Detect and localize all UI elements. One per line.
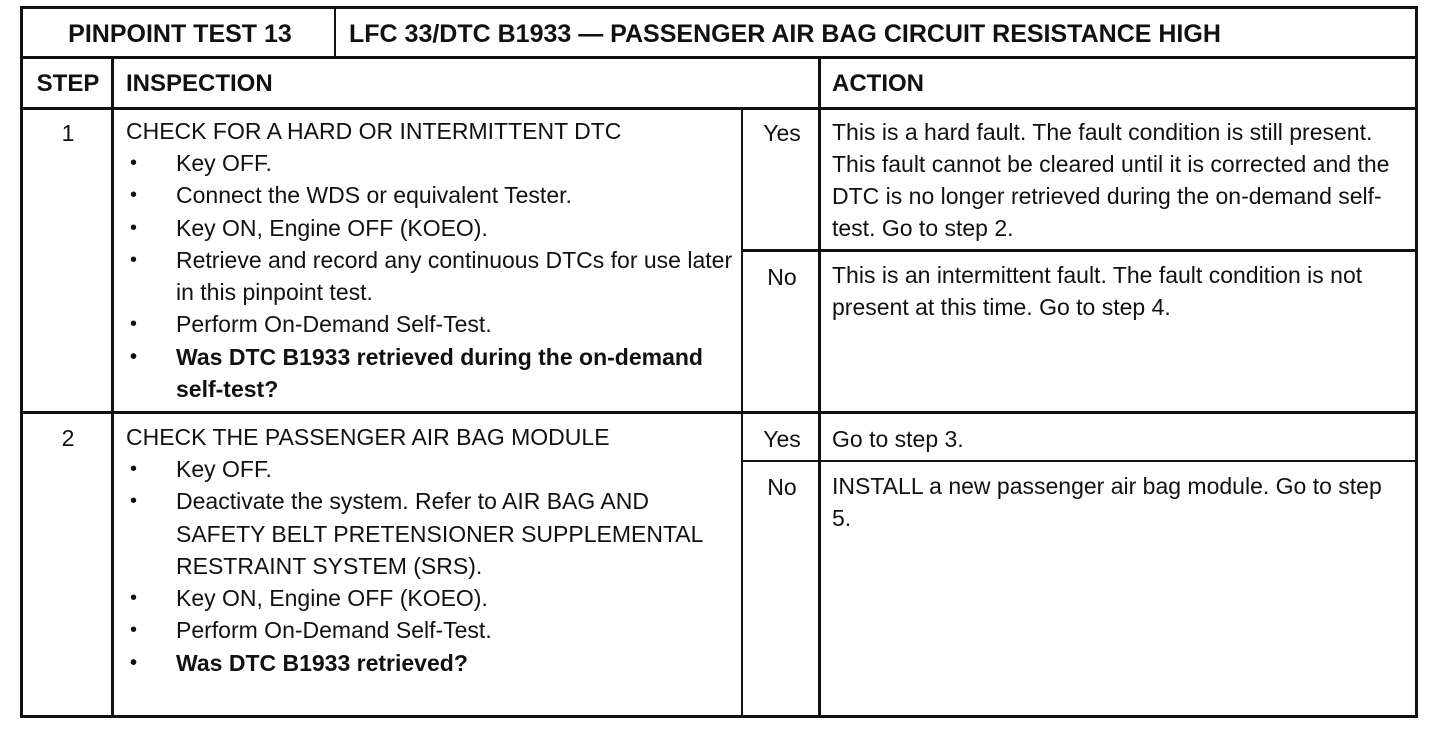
bullet-icon: • bbox=[130, 587, 138, 610]
bullet-icon: • bbox=[130, 458, 138, 480]
action-column-header bbox=[832, 59, 1412, 109]
test-title: LFC 33/DTC B1933 — PASSENGER AIR BAG CIRCUIT RESISTANCE HIGH bbox=[349, 20, 1221, 48]
action-column-divider bbox=[818, 57, 821, 715]
step-1-title: CHECK FOR A HARD OR INTERMITTENT DTC bbox=[126, 118, 622, 144]
list-item: • Key ON, Engine OFF (KOEO). bbox=[126, 582, 716, 614]
test-title-cell bbox=[349, 9, 1409, 59]
step-2-title: CHECK THE PASSENGER AIR BAG MODULE bbox=[126, 424, 610, 450]
step-2-items bbox=[126, 453, 716, 679]
step-1-yes-no-divider bbox=[742, 249, 1415, 252]
header-row-divider bbox=[23, 107, 1415, 110]
step-divider bbox=[23, 411, 1415, 414]
step-column-divider bbox=[111, 57, 114, 715]
bullet-icon: • bbox=[130, 313, 138, 336]
list-item: • Was DTC B1933 retrieved? bbox=[126, 647, 716, 679]
bullet-icon: • bbox=[130, 619, 138, 642]
step-1-yes-label: Yes bbox=[763, 120, 801, 146]
bullet-icon: • bbox=[130, 184, 138, 207]
step-1-number: 1 bbox=[61, 120, 75, 146]
step-1-no-action: This is an intermittent fault. The fault condition is not present at this time. Go to step 4. bbox=[832, 262, 1363, 320]
action-header-label: ACTION bbox=[832, 70, 924, 97]
test-id-cell bbox=[23, 9, 337, 59]
step-1-items bbox=[126, 147, 741, 405]
title-column-divider bbox=[334, 9, 336, 57]
list-item: • Retrieve and record any continuous DTCs for use later in this pinpoint test. bbox=[126, 244, 741, 309]
pinpoint-test-table bbox=[20, 6, 1418, 718]
step-2-yes-action: Go to step 3. bbox=[832, 426, 964, 452]
step-2-yes-label: Yes bbox=[763, 426, 801, 452]
step-2-number: 2 bbox=[61, 425, 75, 451]
step-2-yes-no-divider bbox=[742, 460, 1415, 462]
inspection-column-header bbox=[126, 59, 806, 109]
list-item: • Key OFF. bbox=[126, 147, 741, 179]
bullet-icon: • bbox=[130, 490, 138, 513]
step-1-no-label: No bbox=[767, 264, 797, 290]
bullet-icon: • bbox=[130, 248, 138, 271]
test-id: PINPOINT TEST 13 bbox=[68, 20, 292, 48]
step-2-no-action: INSTALL a new passenger air bag module. Go to step 5. bbox=[832, 473, 1382, 531]
list-item: • Key ON, Engine OFF (KOEO). bbox=[126, 212, 741, 244]
bullet-icon: • bbox=[130, 216, 138, 239]
bullet-icon: • bbox=[130, 152, 138, 174]
inspection-header-label: INSPECTION bbox=[126, 70, 273, 97]
list-item: • Perform On-Demand Self-Test. bbox=[126, 308, 741, 340]
list-item: • Key OFF. bbox=[126, 453, 716, 485]
step-2-no-label: No bbox=[767, 474, 797, 500]
step-1-inspection bbox=[126, 115, 741, 405]
step-2-inspection bbox=[126, 421, 716, 679]
bullet-icon: • bbox=[130, 651, 138, 674]
step-1-yes-action: This is a hard fault. The fault condition is still present. This fault cannot be cleared until it is corrected and the DTC is no longer retrieved during the on-demand self-test. Go to step 2. bbox=[832, 119, 1390, 241]
yes-no-column-divider bbox=[741, 110, 743, 715]
list-item: • Perform On-Demand Self-Test. bbox=[126, 614, 716, 646]
list-item: • Connect the WDS or equivalent Tester. bbox=[126, 179, 741, 211]
step-column-header bbox=[23, 59, 113, 109]
bullet-icon: • bbox=[130, 345, 138, 368]
step-header-label: STEP bbox=[36, 70, 100, 97]
title-row-divider bbox=[23, 56, 1415, 59]
list-item: • Was DTC B1933 retrieved during the on-demand self-test? bbox=[126, 341, 741, 406]
list-item: • Deactivate the system. Refer to AIR BAG AND SAFETY BELT PRETENSIONER SUPPLEMENTAL RESTRAINT SYSTEM (SRS). bbox=[126, 485, 716, 582]
